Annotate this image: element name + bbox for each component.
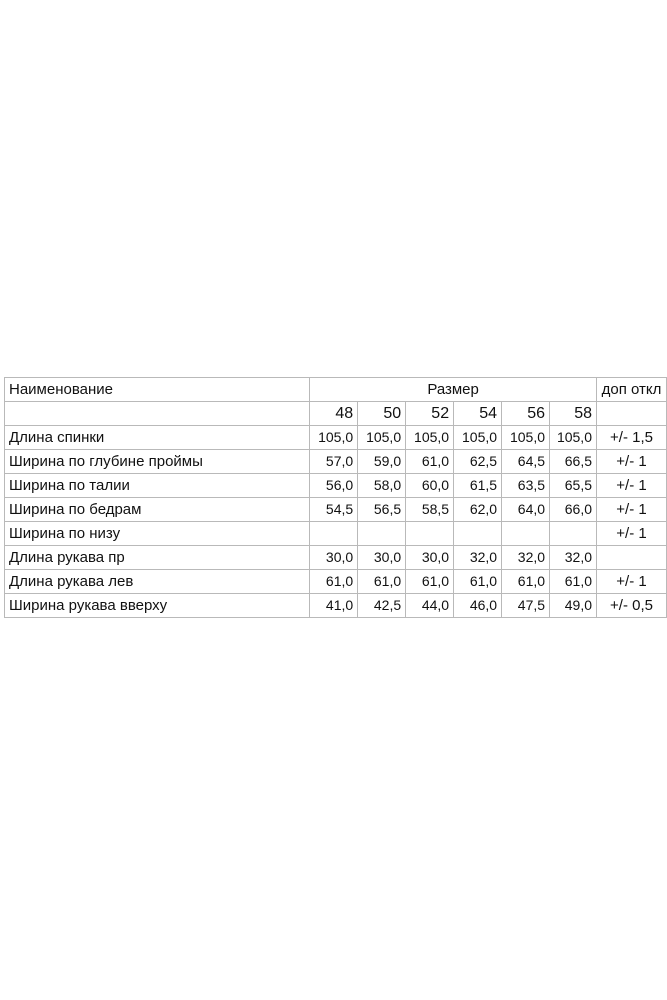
size-56: 56 [502, 402, 550, 426]
tolerance-cell: +/- 1 [597, 450, 667, 474]
table-row [5, 594, 667, 618]
value-cell: 46,0 [454, 594, 502, 618]
row-name: Ширина рукава вверху [5, 594, 310, 618]
tolerance-cell: +/- 1 [597, 570, 667, 594]
value-cell: 61,0 [406, 450, 454, 474]
size-numbers-row [5, 402, 667, 426]
value-cell [406, 522, 454, 546]
value-cell: 61,0 [454, 570, 502, 594]
row-name: Ширина по бедрам [5, 498, 310, 522]
value-cell: 60,0 [406, 474, 454, 498]
tolerance-cell: +/- 1,5 [597, 426, 667, 450]
value-cell: 47,5 [502, 594, 550, 618]
value-cell: 57,0 [310, 450, 358, 474]
value-cell: 41,0 [310, 594, 358, 618]
value-cell: 65,5 [550, 474, 597, 498]
size-54: 54 [454, 402, 502, 426]
value-cell: 63,5 [502, 474, 550, 498]
value-cell: 58,0 [358, 474, 406, 498]
table-row [5, 570, 667, 594]
table-row [5, 450, 667, 474]
value-cell: 61,0 [358, 570, 406, 594]
value-cell: 105,0 [406, 426, 454, 450]
value-cell: 61,0 [310, 570, 358, 594]
value-cell: 105,0 [550, 426, 597, 450]
value-cell: 59,0 [358, 450, 406, 474]
table-row [5, 546, 667, 570]
value-cell: 105,0 [454, 426, 502, 450]
value-cell: 54,5 [310, 498, 358, 522]
value-cell: 58,5 [406, 498, 454, 522]
value-cell: 66,5 [550, 450, 597, 474]
value-cell [502, 522, 550, 546]
value-cell [358, 522, 406, 546]
size-48: 48 [310, 402, 358, 426]
row-name: Ширина по глубине проймы [5, 450, 310, 474]
value-cell: 105,0 [310, 426, 358, 450]
value-cell: 44,0 [406, 594, 454, 618]
row-name: Ширина по талии [5, 474, 310, 498]
size-50: 50 [358, 402, 406, 426]
value-cell: 56,5 [358, 498, 406, 522]
value-cell: 62,5 [454, 450, 502, 474]
value-cell [310, 522, 358, 546]
value-cell: 61,5 [454, 474, 502, 498]
value-cell: 66,0 [550, 498, 597, 522]
value-cell: 30,0 [406, 546, 454, 570]
value-cell [550, 522, 597, 546]
blank-cell [597, 402, 667, 426]
row-name: Длина спинки [5, 426, 310, 450]
size-52: 52 [406, 402, 454, 426]
row-name: Ширина по низу [5, 522, 310, 546]
value-cell [454, 522, 502, 546]
value-cell: 30,0 [310, 546, 358, 570]
value-cell: 64,5 [502, 450, 550, 474]
tolerance-cell: +/- 1 [597, 498, 667, 522]
tolerance-cell [597, 546, 667, 570]
value-cell: 105,0 [358, 426, 406, 450]
value-cell: 56,0 [310, 474, 358, 498]
value-cell: 30,0 [358, 546, 406, 570]
value-cell: 61,0 [406, 570, 454, 594]
value-cell: 61,0 [502, 570, 550, 594]
column-header-name: Наименование [5, 378, 310, 402]
size-chart-table [4, 377, 667, 618]
value-cell: 64,0 [502, 498, 550, 522]
tolerance-cell: +/- 1 [597, 474, 667, 498]
table-row [5, 498, 667, 522]
value-cell: 105,0 [502, 426, 550, 450]
blank-cell [5, 402, 310, 426]
value-cell: 61,0 [550, 570, 597, 594]
column-header-tolerance: доп откл [597, 378, 667, 402]
value-cell: 32,0 [454, 546, 502, 570]
value-cell: 32,0 [502, 546, 550, 570]
column-header-size: Размер [310, 378, 597, 402]
value-cell: 49,0 [550, 594, 597, 618]
row-name: Длина рукава пр [5, 546, 310, 570]
table-row [5, 522, 667, 546]
tolerance-cell: +/- 1 [597, 522, 667, 546]
size-58: 58 [550, 402, 597, 426]
table-row [5, 426, 667, 450]
header-row [5, 378, 667, 402]
value-cell: 32,0 [550, 546, 597, 570]
table-row [5, 474, 667, 498]
tolerance-cell: +/- 0,5 [597, 594, 667, 618]
value-cell: 42,5 [358, 594, 406, 618]
row-name: Длина рукава лев [5, 570, 310, 594]
value-cell: 62,0 [454, 498, 502, 522]
